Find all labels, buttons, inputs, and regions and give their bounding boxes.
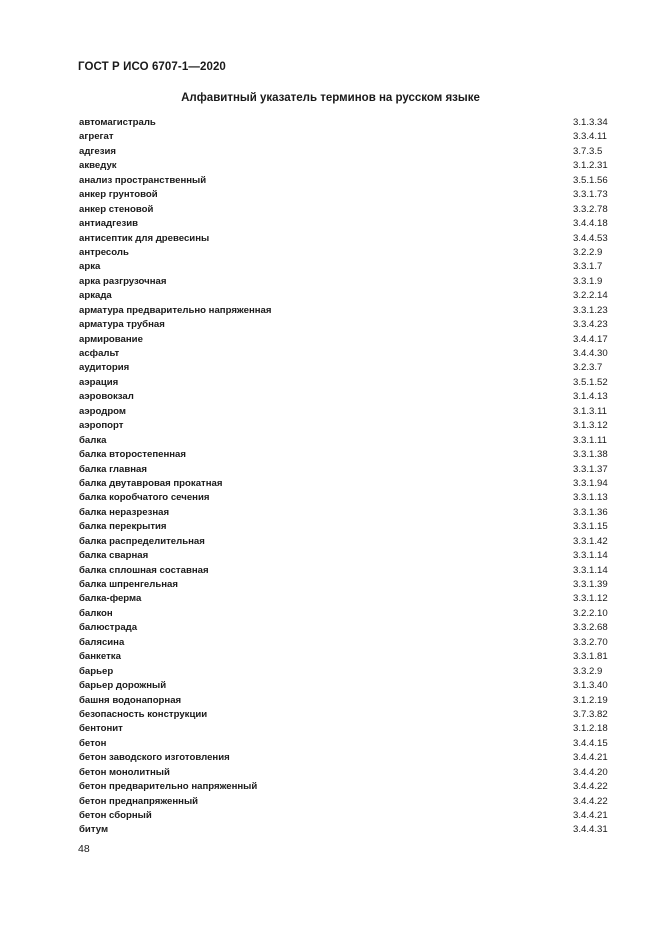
index-entry-term: балка главная [79, 463, 147, 475]
index-entry [79, 347, 610, 361]
index-entry-term: бетон монолитный [79, 766, 170, 778]
index-entry-term: агрегат [79, 131, 114, 143]
index-entry [79, 809, 610, 823]
index-entry-ref: 3.3.2.70 [573, 636, 608, 648]
index-entry-term: барьер дорожный [79, 680, 167, 692]
index-entry [79, 564, 610, 578]
index-entry-term: балкон [79, 607, 113, 619]
index-entry-ref: 3.4.4.22 [573, 795, 608, 807]
index-entry [79, 650, 610, 664]
index-entry-term: балка сварная [79, 550, 149, 562]
index-entry [79, 405, 610, 419]
index-entry-term: аудитория [79, 362, 130, 374]
index-entry [79, 434, 610, 448]
index-entry [79, 823, 610, 837]
index-entry-ref: 3.2.3.7 [573, 362, 603, 374]
index-entry [79, 679, 610, 693]
index-entry-term: битум [79, 824, 109, 836]
index-entry [79, 217, 610, 231]
index-entry-term: аэровокзал [79, 391, 134, 403]
index-entry [79, 130, 610, 144]
index-entry [79, 737, 610, 751]
index-entry-ref: 3.3.2.9 [573, 665, 603, 677]
index-entry-ref: 3.1.2.18 [573, 723, 608, 735]
index-entry-term: балка перекрытия [79, 521, 167, 533]
index-entry-term: бетон сборный [79, 810, 152, 821]
index-entry [79, 795, 610, 809]
index-entry-term: балка двутавровая прокатная [79, 477, 223, 489]
index-entry-ref: 3.1.3.34 [573, 117, 608, 128]
index-entry-term: банкетка [79, 651, 121, 663]
index-title: Алфавитный указатель терминов на русском языке [181, 92, 480, 104]
index-entry-term: балка сплошная составная [79, 564, 209, 576]
index-entry-ref: 3.4.4.22 [573, 781, 608, 793]
index-entry [79, 289, 610, 303]
index-entry [79, 665, 610, 679]
index-entry-term: акведук [79, 160, 117, 172]
index-entry-ref: 3.4.4.21 [573, 810, 608, 821]
index-entry-ref: 3.1.2.19 [573, 694, 608, 706]
index-entry-ref: 3.3.1.94 [573, 477, 608, 489]
index-entry [79, 535, 610, 549]
index-entry-term: арматура трубная [79, 319, 165, 331]
index-entry-ref: 3.3.1.15 [573, 521, 608, 533]
index-entry-term: балка неразрезная [79, 506, 170, 518]
index-entry-ref: 3.4.4.20 [573, 766, 608, 778]
index-entry [79, 318, 610, 332]
index-entry-term: балюстрада [79, 622, 138, 634]
index-entry [79, 232, 610, 246]
index-entry-term: балка коробчатого сечения [79, 492, 210, 504]
index-entry [79, 621, 610, 635]
index-entry-term: аэродром [79, 405, 127, 417]
index-entry [79, 448, 610, 462]
index-entry [79, 174, 610, 188]
index-entry-ref: 3.7.3.5 [573, 145, 603, 157]
index-entry-ref: 3.4.4.21 [573, 752, 608, 764]
index-entry-term: балясина [79, 636, 125, 648]
index-entry-ref: 3.4.4.31 [573, 824, 608, 836]
index-entry-ref: 3.2.2.14 [573, 290, 608, 302]
index-entry-term: аэрация [79, 376, 119, 388]
index-entry [79, 419, 610, 433]
index-entry [79, 203, 610, 217]
index-entry [79, 463, 610, 477]
index-entry-term: анализ пространственный [79, 174, 207, 186]
index-entry [79, 260, 610, 274]
index-entry-term: балка распределительная [79, 535, 205, 547]
index-entry [79, 477, 610, 491]
index-entry [79, 491, 610, 505]
index-entry-ref: 3.3.1.7 [573, 261, 603, 273]
index-entry-ref: 3.1.3.12 [573, 420, 608, 432]
index-entry-term: балка-ферма [79, 593, 142, 605]
index-entry-term: армирование [79, 333, 143, 345]
index-entry-term: асфальт [79, 348, 120, 359]
index-entry-ref: 3.3.2.78 [573, 203, 608, 215]
index-entry-ref: 3.1.3.40 [573, 680, 608, 692]
index-entry-ref: 3.4.4.17 [573, 333, 608, 345]
index-entry-ref: 3.3.1.81 [573, 651, 608, 663]
index-entry [79, 246, 610, 260]
index-entry [79, 333, 610, 347]
index-entry-ref: 3.3.1.9 [573, 275, 603, 287]
index-entry-term: бетон [79, 737, 107, 749]
page-number: 48 [78, 843, 90, 855]
index-entry-term: балка второстепенная [79, 449, 186, 461]
document-standard-id: ГОСТ Р ИСО 6707-1—2020 [78, 61, 226, 73]
index-entry-ref: 3.3.1.23 [573, 304, 608, 316]
index-entry-term: арка [79, 261, 101, 273]
index-entry [79, 376, 610, 390]
index-entry-ref: 3.3.1.14 [573, 550, 608, 562]
index-entry-ref: 3.3.1.73 [573, 189, 608, 201]
index-entry-ref: 3.1.2.31 [573, 160, 608, 172]
index-entry-ref: 3.7.3.82 [573, 708, 608, 720]
index-entry-ref: 3.3.1.38 [573, 449, 608, 461]
term-index-list [79, 116, 610, 838]
index-entry-term: анкер стеновой [79, 203, 154, 215]
index-entry-ref: 3.3.1.13 [573, 492, 608, 504]
index-entry [79, 506, 610, 520]
index-entry-ref: 3.3.1.14 [573, 564, 608, 576]
index-entry-ref: 3.2.2.10 [573, 607, 608, 619]
index-entry-term: аркада [79, 290, 112, 302]
index-entry [79, 275, 610, 289]
index-entry-ref: 3.3.1.42 [573, 535, 608, 547]
index-entry [79, 188, 610, 202]
index-entry-term: бентонит [79, 723, 123, 735]
index-entry [79, 708, 610, 722]
index-entry-term: бетон заводского изготовления [79, 752, 230, 764]
index-entry-ref: 3.3.2.68 [573, 622, 608, 634]
index-entry [79, 722, 610, 736]
index-entry-term: антресоль [79, 246, 129, 258]
index-entry [79, 636, 610, 650]
index-entry-ref: 3.1.4.13 [573, 391, 608, 403]
index-entry-ref: 3.4.4.30 [573, 348, 608, 359]
index-entry [79, 304, 610, 318]
index-entry [79, 361, 610, 375]
index-entry-term: автомагистраль [79, 117, 156, 128]
index-entry-term: безопасность конструкции [79, 708, 208, 720]
index-entry-term: арматура предварительно напряженная [79, 304, 272, 316]
index-entry-ref: 3.1.3.11 [573, 405, 607, 417]
index-entry-term: антисептик для древесины [79, 232, 210, 244]
index-entry-ref: 3.5.1.56 [573, 174, 608, 186]
index-entry-term: антиадгезив [79, 218, 139, 230]
index-entry-term: барьер [79, 665, 114, 677]
index-entry-ref: 3.3.4.23 [573, 319, 608, 331]
index-entry [79, 520, 610, 534]
index-entry-term: адгезия [79, 145, 117, 157]
index-entry-term: арка разгрузочная [79, 275, 167, 287]
index-entry-term: аэропорт [79, 420, 124, 432]
index-entry-term: башня водонапорная [79, 694, 182, 706]
index-entry [79, 694, 610, 708]
index-entry-ref: 3.3.1.37 [573, 463, 608, 475]
index-entry [79, 390, 610, 404]
index-entry-ref: 3.4.4.18 [573, 218, 608, 230]
index-entry-ref: 3.4.4.15 [573, 737, 608, 749]
index-entry [79, 145, 610, 159]
index-entry [79, 116, 610, 130]
index-entry [79, 549, 610, 563]
index-entry-ref: 3.5.1.52 [573, 376, 608, 388]
index-entry-term: бетон преднапряженный [79, 795, 199, 807]
index-entry-ref: 3.4.4.53 [573, 232, 608, 244]
index-entry-ref: 3.3.1.36 [573, 506, 608, 518]
index-entry [79, 159, 610, 173]
index-entry-ref: 3.2.2.9 [573, 246, 603, 258]
index-entry-ref: 3.3.1.39 [573, 579, 608, 590]
index-entry-ref: 3.3.1.11 [573, 434, 607, 446]
index-entry-term: бетон предварительно напряженный [79, 781, 258, 793]
index-entry [79, 592, 610, 606]
index-entry [79, 607, 610, 621]
index-entry-term: анкер грунтовой [79, 189, 158, 201]
index-entry [79, 766, 610, 780]
index-entry [79, 751, 610, 765]
index-entry-term: балка [79, 434, 107, 446]
index-entry-ref: 3.3.1.12 [573, 593, 608, 605]
index-entry [79, 578, 610, 592]
index-entry-ref: 3.3.4.11 [573, 131, 607, 143]
index-entry-term: балка шпренгельная [79, 579, 178, 590]
index-entry [79, 780, 610, 794]
